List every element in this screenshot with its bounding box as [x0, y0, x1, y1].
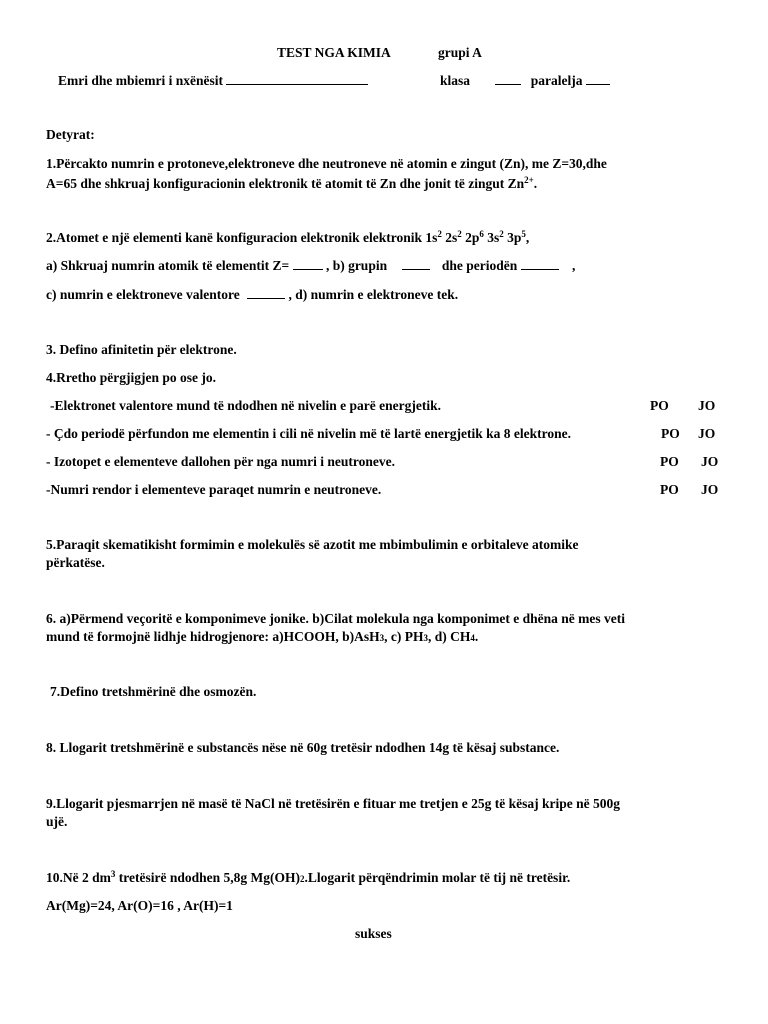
question-5-line-2: përkatëse. [46, 555, 105, 570]
jo-option-3: JO [701, 454, 719, 469]
po-option-3: PO [660, 454, 679, 469]
question-1-line-2: A=65 dhe shkruaj konfiguracionin elektronik të atomit të Zn dhe jonit të zingut $Zn^{2+}$. [46, 175, 538, 191]
atomic-masses: Ar(Mg)=24, Ar(O)=16 , Ar(H)=1 [46, 898, 233, 913]
q2-b-label: , b) grupin [325, 258, 388, 273]
question-6-line-2: mund të formojnë lidhje hidrogjenore: a)HCOOH, b)AsH3, c) PH3, d) CH4. [46, 629, 479, 644]
question-4-item-2: - Çdo periodë përfundon me elementin i cili në nivelin më të lartë energjetik ka 8 elektrone. [46, 426, 572, 441]
question-9-line-2: ujë. [46, 814, 68, 829]
po-option-1: PO [650, 398, 669, 413]
po-option-2: PO [661, 426, 680, 441]
class-row [440, 72, 610, 90]
class-label: klasa [440, 73, 471, 88]
question-2-c-d [46, 286, 458, 304]
q2-a-label: a) Shkruaj numrin atomik të elementit Z= [46, 258, 290, 273]
jo-option-4: JO [701, 482, 719, 497]
atomic-number-blank [293, 259, 323, 270]
q2-period-label: dhe periodën [441, 258, 518, 273]
test-title: TEST NGA KIMIA [277, 45, 391, 60]
question-10: 10.Në 2 $dm^3$ tretësirë ndodhen 5,8g Mg(OH)2.Llogarit përqëndrimin molar të tij në tretësir. [46, 869, 571, 885]
q2-d-label: , d) numrin e elektroneve tek. [288, 287, 459, 302]
name-blank [226, 74, 368, 85]
tasks-heading: Detyrat: [46, 127, 95, 142]
q2-c-label: c) numrin e elektroneve valentore [46, 287, 240, 302]
valence-blank [247, 288, 285, 299]
student-name-row [58, 72, 368, 90]
footer-good-luck: sukses [355, 926, 392, 941]
question-4-item-4: -Numri rendor i elementeve paraqet numrin e neutroneve. [46, 482, 382, 497]
po-option-4: PO [660, 482, 679, 497]
parallel-blank [586, 74, 610, 85]
jo-option-1: JO [698, 398, 716, 413]
question-2-intro: 2.Atomet e një elementi kanë konfiguracion elektronik elektronik $1s^2$ $2s^2$ $2p^6$ $3s^2$ $3p^5$, [46, 229, 530, 245]
question-7: 7.Defino tretshmërinë dhe osmozën. [50, 684, 257, 699]
question-2-a-b: a) Shkruaj numrin atomik të elementit Z= , b) grupin dhe periodën , [46, 258, 576, 273]
question-8: 8. Llogarit tretshmërinë e substancës nëse në 60g tretësir ndodhen 14g të kësaj substance. [46, 740, 560, 755]
question-1-line-1: 1.Përcakto numrin e protoneve,elektroneve dhe neutroneve në atomin e zingut (Zn), me Z=30,dhe [46, 156, 607, 171]
group-label: grupi A [438, 45, 482, 60]
question-3: 3. Defino afinitetin për elektrone. [46, 342, 237, 357]
question-4-heading: 4.Rretho përgjigjen po ose jo. [46, 370, 216, 385]
question-6-line-1: 6. a)Përmend veçoritë e komponimeve jonike. b)Cilat molekula nga komponimet e dhëna në mes veti [46, 611, 625, 626]
parallel-label: paralelja [530, 73, 583, 88]
group-blank [402, 259, 430, 270]
question-9-line-1: 9.Llogarit pjesmarrjen në masë të NaCl në tretësirën e fituar me tretjen e 25g të kësaj kripe në 500g [46, 796, 620, 811]
class-blank [495, 74, 521, 85]
question-5-line-1: 5.Paraqit skematikisht formimin e molekulës së azotit me mbimbulimin e orbitaleve atomike [46, 537, 579, 552]
question-4-item-1: -Elektronet valentore mund të ndodhen në nivelin e parë energjetik. [50, 398, 441, 413]
period-blank [521, 259, 559, 270]
name-label: Emri dhe mbiemri i nxënësit [58, 73, 223, 88]
question-4-item-3: - Izotopet e elementeve dallohen për nga numri i neutroneve. [46, 454, 395, 469]
jo-option-2: JO [698, 426, 716, 441]
